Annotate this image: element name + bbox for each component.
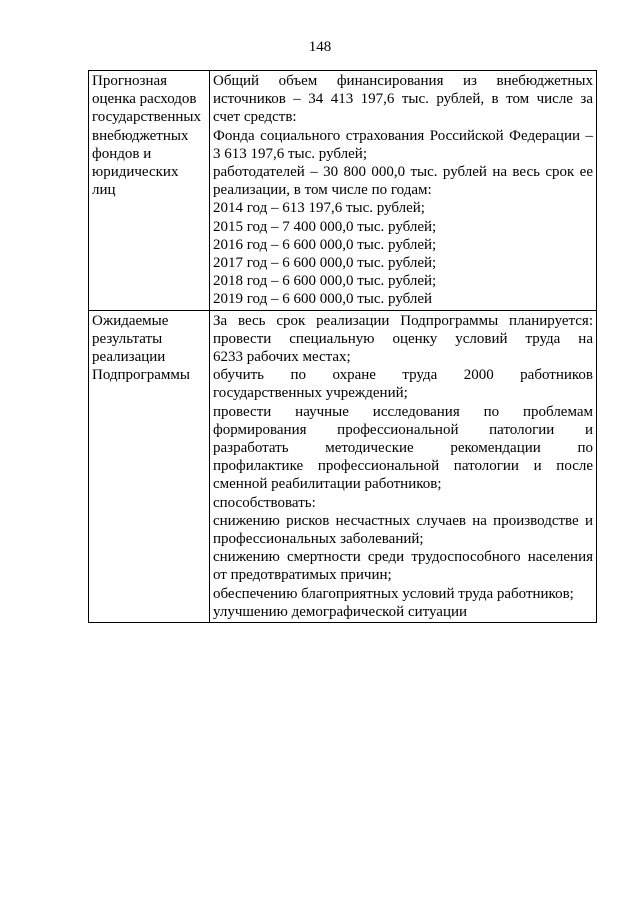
content-line: Общий объем финансирования из внебюджетных xyxy=(213,73,593,89)
content-line: 6233 рабочих местах; xyxy=(213,349,351,366)
subprogram-passport-table xyxy=(88,70,597,623)
content-line: работодателей – 30 800 000,0 тыс. рублей на весь срок ее xyxy=(213,164,593,181)
label-line: государственных xyxy=(92,109,201,126)
label-line: юридических xyxy=(92,164,179,181)
content-line: 2019 год – 6 600 000,0 тыс. рублей xyxy=(213,291,433,308)
label-line: Прогнозная xyxy=(92,73,168,89)
content-line: обучить по охране труда 2000 работников xyxy=(213,367,593,384)
page-number: 148 xyxy=(308,39,332,55)
label-line: внебюджетных xyxy=(92,127,189,144)
table-row-funding-estimate xyxy=(89,71,597,311)
content-line: способствовать: xyxy=(213,494,316,511)
content-line: Фонда социального страхования Российской Федерации – xyxy=(213,127,593,144)
label-line: оценка расходов xyxy=(92,91,197,108)
content-line: улучшению демографической ситуации xyxy=(213,603,468,620)
content-cell-funding-estimate xyxy=(210,71,597,311)
content-line: снижению рисков несчастных случаев на производстве и xyxy=(213,512,593,529)
content-line: обеспечению благоприятных условий труда работников; xyxy=(213,585,574,602)
label-line: лиц xyxy=(92,182,116,199)
content-line: За весь срок реализации Подпрограммы планируется: xyxy=(213,312,593,329)
label-line: Подпрограммы xyxy=(92,367,190,384)
content-line: 2017 год – 6 600 000,0 тыс. рублей; xyxy=(213,255,437,272)
content-line: сменной реабилитации работников; xyxy=(213,476,442,493)
content-line: профессиональных заболеваний; xyxy=(213,531,424,548)
content-line: 2014 год – 613 197,6 тыс. рублей; xyxy=(213,200,425,217)
label-cell-expected-results xyxy=(89,310,210,622)
table-row-expected-results xyxy=(89,310,597,622)
label-line: фондов и xyxy=(92,145,152,162)
content-line: снижению смертности среди трудоспособного населения xyxy=(213,549,593,566)
label-line: реализации xyxy=(92,349,166,366)
content-line: счет средств: xyxy=(213,109,297,126)
content-line: от предотвратимых причин; xyxy=(213,567,392,584)
label-cell-funding-estimate xyxy=(89,71,210,311)
content-cell-expected-results xyxy=(210,310,597,622)
content-line: государственных учреждений; xyxy=(213,385,408,402)
label-line: Ожидаемые xyxy=(92,312,169,329)
content-line: 2018 год – 6 600 000,0 тыс. рублей; xyxy=(213,273,437,290)
label-line: результаты xyxy=(92,330,163,347)
content-line: провести научные исследования по проблемам xyxy=(213,403,593,420)
content-line: 2015 год – 7 400 000,0 тыс. рублей; xyxy=(213,218,437,235)
content-line: провести специальную оценку условий труда на xyxy=(213,330,593,347)
content-line: источников – 34 413 197,6 тыс. рублей, в том числе за xyxy=(213,91,593,108)
content-line: профилактике профессиональной патологии и после xyxy=(213,458,593,475)
content-line: формирования профессиональной патологии и xyxy=(213,421,593,438)
content-line: 3 613 197,6 тыс. рублей; xyxy=(213,145,367,162)
content-line: реализации, в том числе по годам: xyxy=(213,182,432,199)
content-line: 2016 год – 6 600 000,0 тыс. рублей; xyxy=(213,236,437,253)
content-line: разработать методические рекомендации по xyxy=(213,440,593,457)
